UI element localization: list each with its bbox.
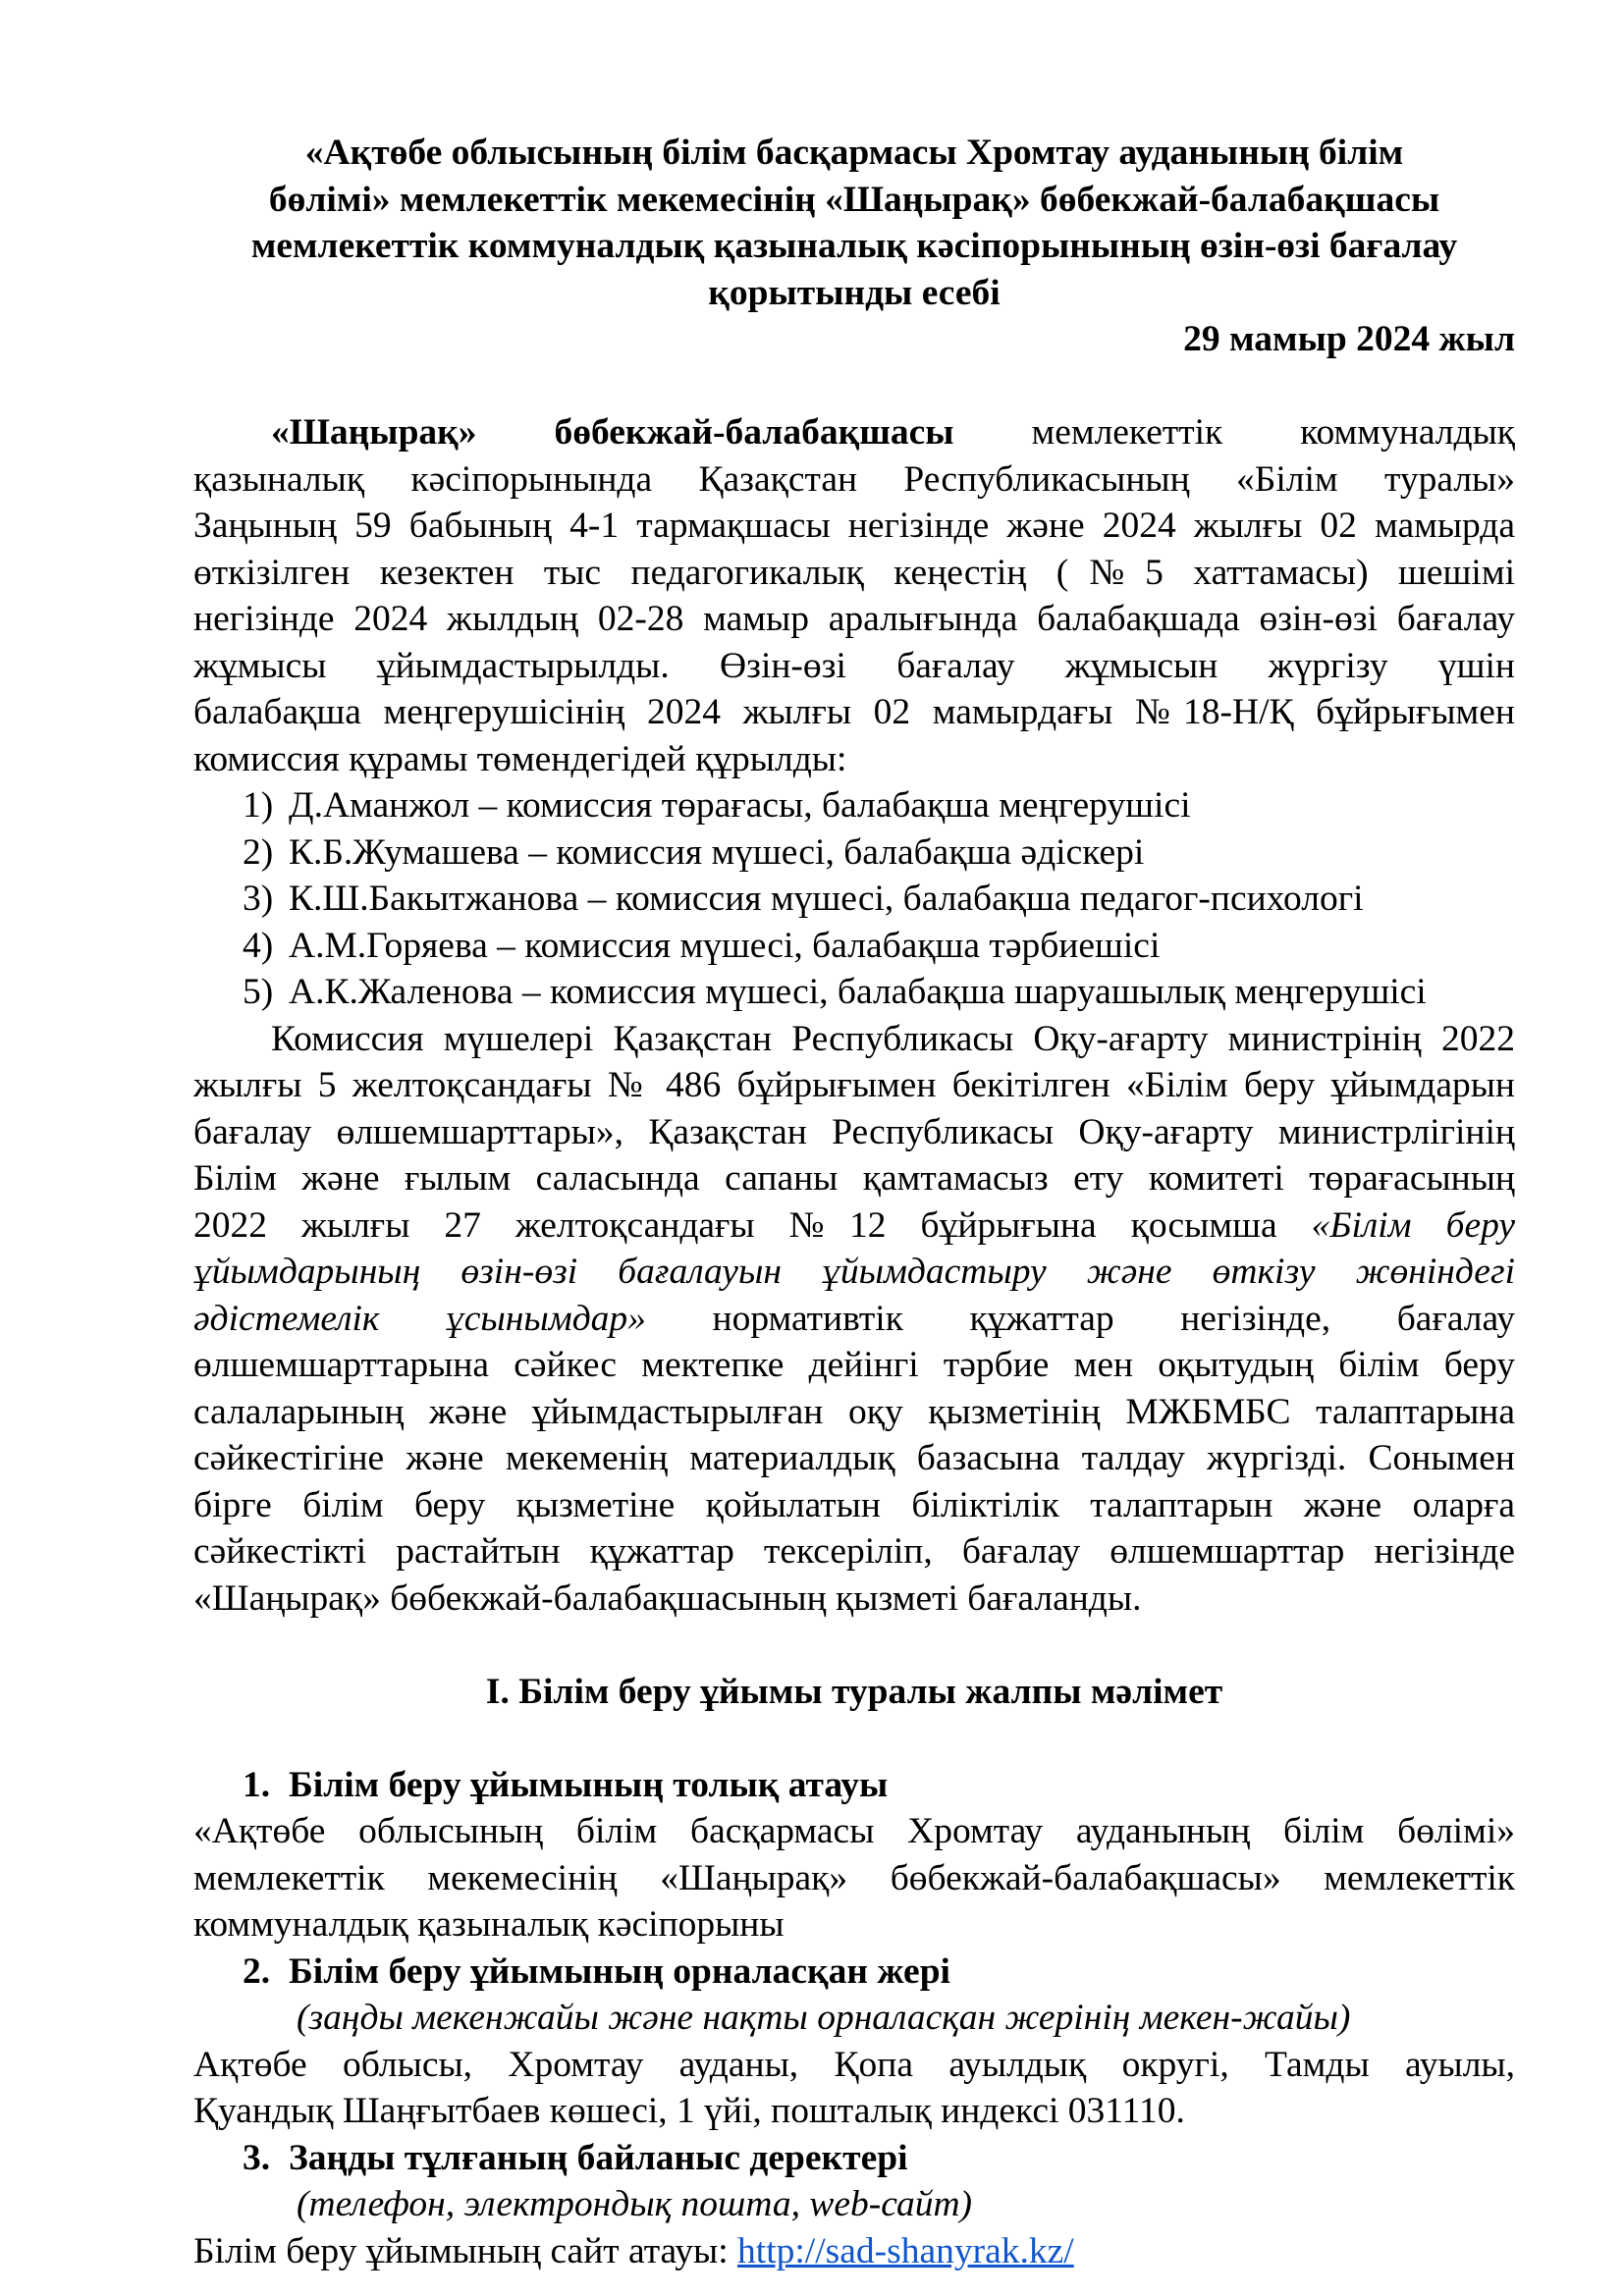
paragraph-line: өткізілген кезектен тыс педагогикалық кеңестің (№5 хаттамасы) шешімі [193, 552, 1515, 593]
paragraph-line: комиссия құрамы төмендегідей құрылды: [193, 738, 847, 779]
paragraph-line: өлшемшарттарына сәйкес мектепке дейінгі тәрбие мен оқытудың білім беру [193, 1345, 1515, 1385]
paragraph-line: жұмысы ұйымдастырылды. Өзін-өзі бағалау жұмысын жүргізу үшін [193, 645, 1515, 686]
paragraph-line: негізінде 2024 жылдың 02-28 мамыр аралығында балабақшада өзін-өзі бағалау [193, 599, 1515, 639]
paragraph-line: Комиссия мүшелері Қазақстан Республикасы Оқу-ағарту министрінің 2022 [271, 1018, 1515, 1059]
commission-list [193, 782, 1515, 1016]
title-line: мемлекеттік коммуналдық қазыналық кәсіпорынының өзін-өзі бағалау [250, 226, 1458, 266]
section-title: І. Білім беру ұйымы туралы жалпы мәлімет [485, 1671, 1223, 1712]
paragraph-line: Қуандық Шаңғытбаев көшесі, 1 үйі, пошталық индексі 031110. [193, 2091, 1185, 2131]
paragraph-line: Ақтөбе облысы, Хромтау ауданы, Қопа ауылдық округі, Тамды ауылы, [193, 2044, 1515, 2085]
paragraph-line: 2022 жылғы 27 желтоқсандағы №12 бұйрығына қосымша «Білім беру [193, 1204, 1515, 1246]
commission-paragraph [193, 1016, 1515, 1623]
paragraph-line: жылғы 5 желтоқсандағы № 486 бұйрығымен бекітілген «Білім беру ұйымдарын [193, 1065, 1515, 1105]
subsection-hint: (заңды мекенжайы және нақты орналасқан жерінің мекен-жайы) [297, 1998, 1351, 2038]
paragraph-line: коммуналдық қазыналық кәсіпорыны [193, 1904, 785, 1945]
list-item: 1) Д.Аманжол – комиссия төрағасы, балабақша меңгерушісі [243, 785, 1191, 826]
document-title [193, 130, 1515, 316]
address-paragraph [193, 2042, 1515, 2135]
subsection-heading: 1. Білім беру ұйымының толық атауы [243, 1764, 889, 1805]
list-item: 3) К.Ш.Бакытжанова – комиссия мүшесі, балабақша педагог-психологі [243, 879, 1364, 919]
paragraph-line: «Шаңырақ» бөбекжай-балабақшасының қызметі бағаланды. [193, 1577, 1142, 1619]
full-name-paragraph [193, 1808, 1515, 1949]
kindergarten-name-bold: «Шаңырақ» бөбекжай-балабақшасы [271, 412, 954, 453]
list-item: 5) А.К.Жаленова – комиссия мүшесі, балабақша шаруашылық меңгерушісі [243, 972, 1427, 1012]
spacer [193, 363, 1515, 410]
paragraph-line: «Ақтөбе облысының білім басқармасы Хромтау ауданының білім бөлімі» [193, 1811, 1515, 1851]
paragraph-line: әдістемелік ұсынымдар» нормативтік құжаттар негізінде, бағалау [193, 1298, 1515, 1339]
website-link[interactable]: http://sad-shanyrak.kz/ [737, 2230, 1074, 2271]
website-line [193, 2228, 1515, 2275]
paragraph-line: мемлекеттік мекемесінің «Шаңырақ» бөбекжай-балабақшасы» мемлекеттік [193, 1857, 1515, 1898]
title-line: қорытынды есебі [708, 272, 1001, 313]
subsection-heading: 3. Заңды тұлғаның байланыс деректері [243, 2137, 908, 2178]
website-label: Білім беру ұйымының сайт атауы: [193, 2230, 738, 2271]
paragraph-line: бағалау өлшемшарттары», Қазақстан Республикасы Оқу-ағарту министрлігінің [193, 1111, 1515, 1152]
list-item: 4) А.М.Горяева – комиссия мүшесі, балабақша тәрбиешісі [243, 925, 1161, 966]
paragraph-line: ұйымдарының өзін-өзі бағалауын ұйымдастыру және өткізу жөніндегі [193, 1252, 1515, 1292]
intro-paragraph [193, 409, 1515, 782]
paragraph-line: «Шаңырақ» бөбекжай-балабақшасы мемлекеттік коммуналдық [271, 412, 1515, 453]
paragraph-line: балабақша меңгерушісінің 2024 жылғы 02 мамырдағы №18-Н/Қ бұйрығымен [193, 692, 1515, 732]
paragraph-line: салаларының және ұйымдастырылған оқу қызметінің МЖБМБС талаптарына [193, 1391, 1515, 1432]
title-line: бөлімі» мемлекеттік мекемесінің «Шаңырақ» бөбекжай-балабақшасы [268, 179, 1440, 220]
subsection-hint: (телефон, электрондық пошта, web-сайт) [297, 2184, 973, 2224]
spacer [193, 1715, 1515, 1762]
paragraph-line: Заңының 59 бабының 4-1 тармақшасы негізінде және 2024 жылғы 02 мамырда [193, 506, 1515, 546]
paragraph-line: сәйкестігіне және мекеменің материалдық базасына талдау жүргізді. Сонымен [193, 1438, 1515, 1478]
paragraph-line: бірге білім беру қызметіне қойылатын біліктілік талаптарын және оларға [193, 1484, 1515, 1525]
paragraph-line: қазыналық кәсіпорынында Қазақстан Республикасының «Білім туралы» [193, 458, 1515, 500]
document-page [193, 130, 1515, 2274]
subsection-heading: 2. Білім беру ұйымының орналасқан жері [243, 1950, 950, 1992]
spacer [193, 1622, 1515, 1669]
paragraph-line: сәйкестікті растайтын құжаттар тексеріліп, бағалау өлшемшарттар негізінде [193, 1531, 1515, 1572]
list-item: 2) К.Б.Жумашева – комиссия мүшесі, балабақша әдіскері [243, 831, 1145, 873]
report-date: 29 мамыр 2024 жыл [1183, 319, 1515, 359]
title-line: «Ақтөбе облысының білім басқармасы Хромтау ауданының білім [304, 133, 1404, 173]
paragraph-line: Білім және ғылым саласында сапаны қамтамасыз ету комитеті төрағасының [193, 1158, 1515, 1199]
